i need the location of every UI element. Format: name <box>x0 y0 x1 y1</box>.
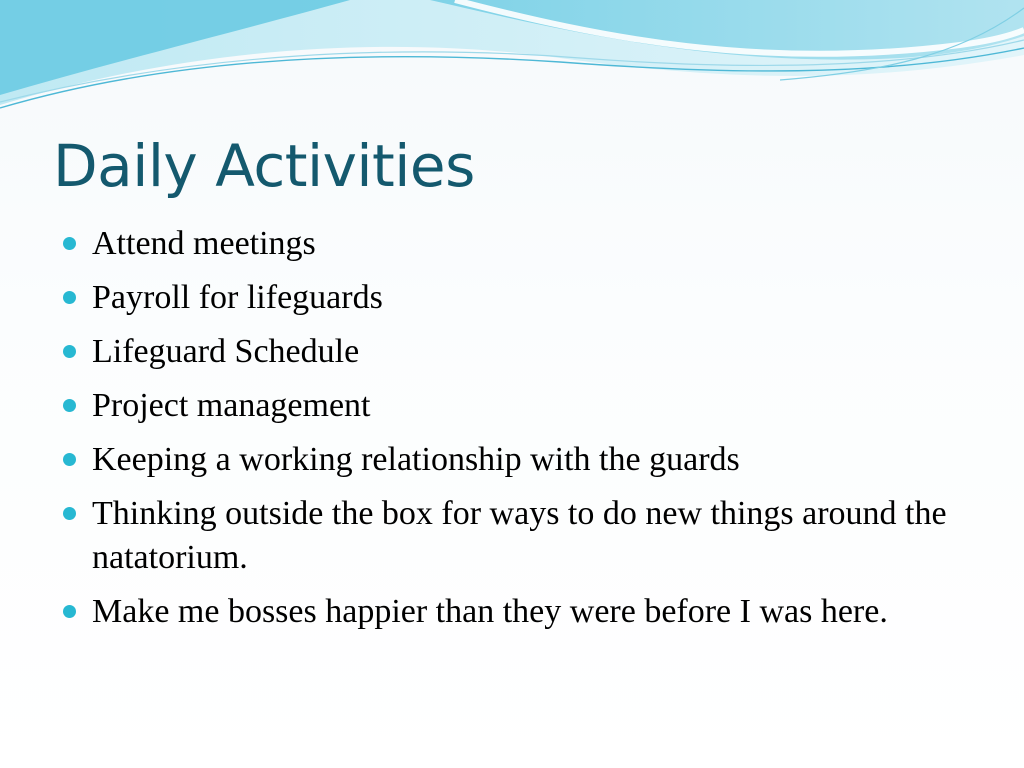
list-item-text: Lifeguard Schedule <box>92 333 360 370</box>
bullet-dot-icon <box>63 237 76 250</box>
list-item-text: Make me bosses happier than they were before I was here. <box>92 593 888 630</box>
list-item-text: Keeping a working relationship with the guards <box>92 441 740 478</box>
bullet-dot-icon <box>63 453 76 466</box>
list-item-text: Thinking outside the box for ways to do new things around the natatorium. <box>92 495 947 576</box>
list-item <box>60 276 960 320</box>
bullet-list <box>60 222 960 644</box>
list-item <box>60 330 960 374</box>
bullet-dot-icon <box>63 291 76 304</box>
list-item-text: Payroll for lifeguards <box>92 279 383 316</box>
bullet-dot-icon <box>63 345 76 358</box>
bullet-dot-icon <box>63 507 76 520</box>
list-item <box>60 492 960 580</box>
decorative-wave-header <box>0 0 1024 130</box>
bullet-dot-icon <box>63 399 76 412</box>
list-item-text: Attend meetings <box>92 225 316 262</box>
slide-title: Daily Activities <box>53 132 475 200</box>
list-item <box>60 222 960 266</box>
list-item <box>60 438 960 482</box>
bullet-dot-icon <box>63 605 76 618</box>
list-item <box>60 384 960 428</box>
list-item <box>60 590 960 634</box>
list-item-text: Project management <box>92 387 371 424</box>
